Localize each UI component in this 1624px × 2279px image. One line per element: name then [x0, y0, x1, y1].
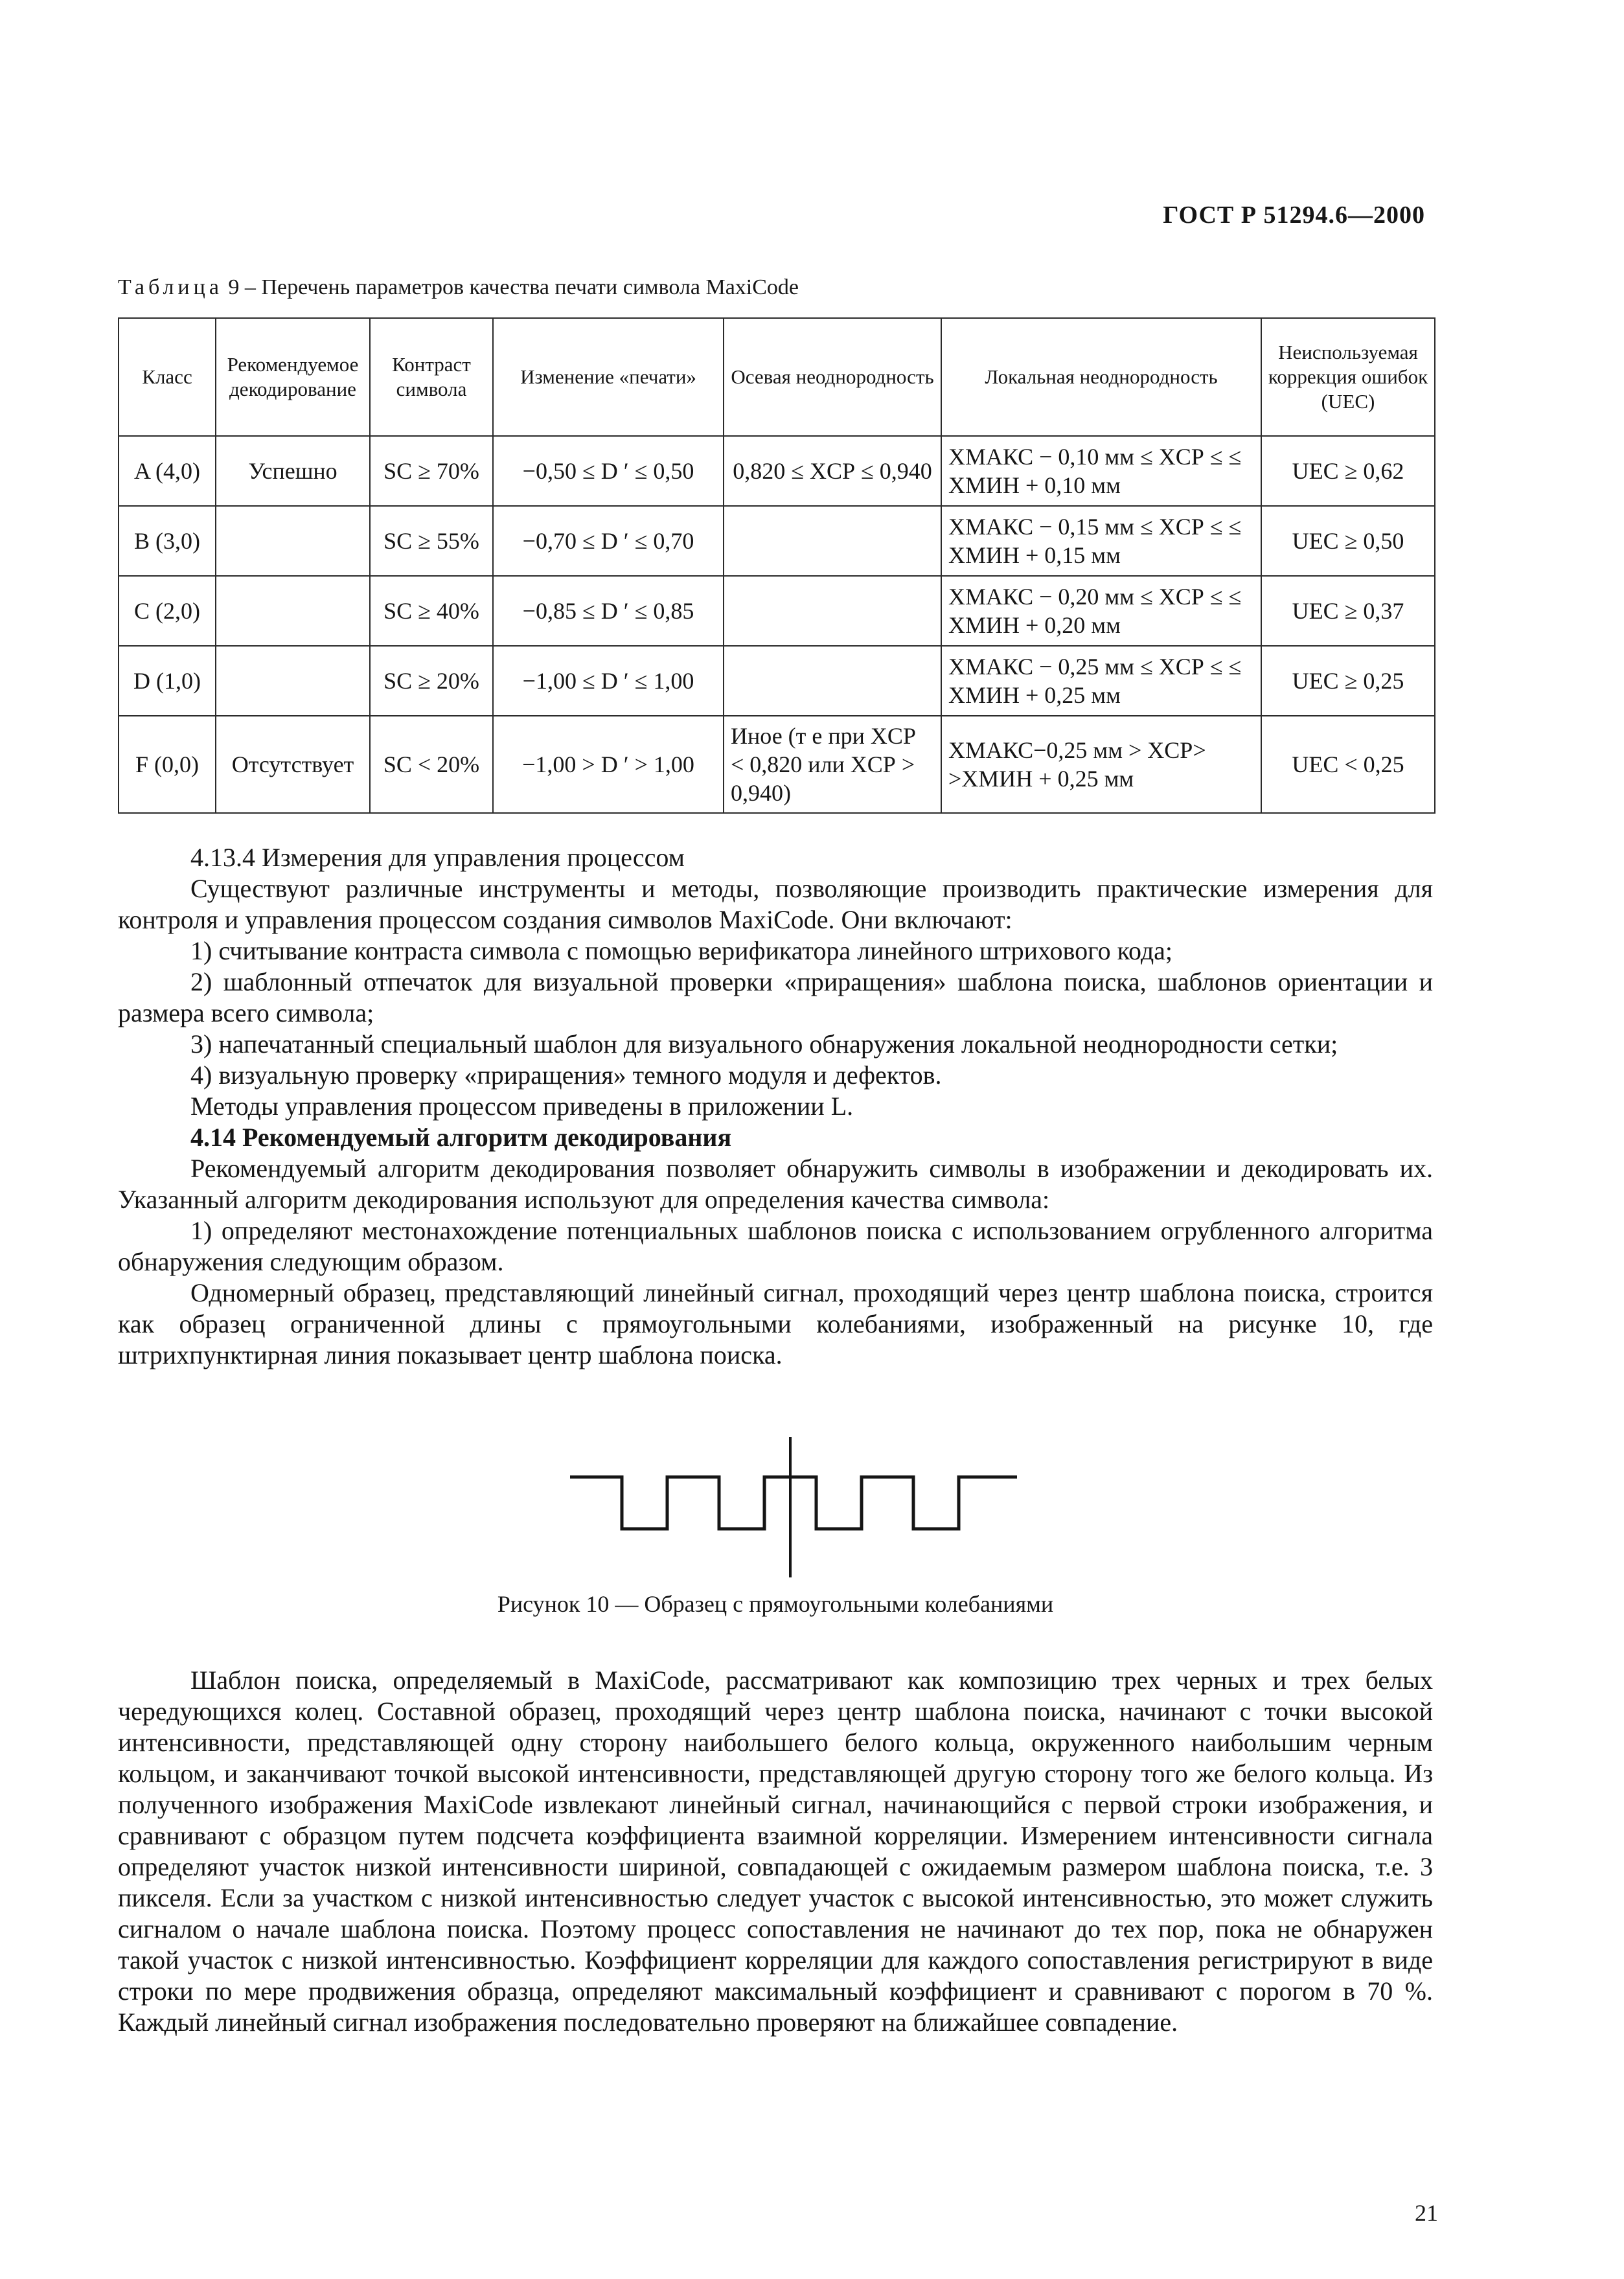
cell-print-growth: −1,00 ≤ D ′ ≤ 1,00: [493, 646, 724, 716]
cell-print-growth: −1,00 > D ′ > 1,00: [493, 716, 724, 813]
table-caption: [118, 275, 1413, 300]
cell-contrast: SC ≥ 40%: [370, 576, 493, 646]
square-wave-line: [570, 1477, 1017, 1529]
cell-uec: UEC ≥ 0,25: [1261, 646, 1435, 716]
cell-print-growth: −0,50 ≤ D ′ ≤ 0,50: [493, 436, 724, 506]
cell-contrast: SC ≥ 70%: [370, 436, 493, 506]
list-item: 1) считывание контраста символа с помощью верификатора линейного штрихового кода;: [190, 936, 1173, 965]
figure-caption: Рисунок 10 — Образец с прямоугольными колебаниями: [497, 1591, 1054, 1617]
square-wave-diagram: [564, 1432, 1024, 1581]
paragraph: Методы управления процессом приведены в приложении L.: [190, 1092, 854, 1121]
section-finder-pattern: [118, 1665, 1433, 2038]
table-row: [119, 646, 1435, 716]
paragraph: Существуют различные инструменты и методы, позволяющие производить практические измерения для контроля и управления процессом создания символов MaxiCode. Они включают:: [118, 874, 1433, 934]
cell-contrast: SC ≥ 20%: [370, 646, 493, 716]
table-row: [119, 716, 1435, 813]
header-decode: Рекомендуемое декодирование: [216, 318, 370, 436]
cell-uec: UEC ≥ 0,37: [1261, 576, 1435, 646]
paragraph: 4.13.4 Измерения для управления процессом: [190, 843, 685, 872]
cell-local: XМАКС − 0,20 мм ≤ XСР ≤ ≤ XМИН + 0,20 мм: [941, 576, 1261, 646]
header-print-growth: Изменение «печати»: [493, 318, 724, 436]
header-grade: Класс: [119, 318, 216, 436]
paragraph: Одномерный образец, представляющий линейный сигнал, проходящий через центр шаблона поиска, строится как образец ограниченной длины с прямоугольными колебаниями, изображенный на рисунке 10, где штрихпунктирная линия показывает центр шаблона поиска.: [118, 1278, 1433, 1369]
cell-grade: B (3,0): [119, 506, 216, 576]
paragraph: Шаблон поиска, определяемый в MaxiCode, рассматривают как композицию трех черных и трех белых чередующихся колец. Составной образец, проходящий через центр шаблона поиска, начинают с точки высокой интенсивности, представляющей одну сторону наибольшего белого кольца, окруженного наибольшим черным кольцом, и заканчивают точкой высокой интенсивности, представляющей другую сторону того же белого кольца. Из полученного изображения MaxiCode извлекают линейный сигнал, начинающийся с первой строки изображения, и сравнивают с образцом путем подсчета коэффициента взаимной корреляции. Измерением интенсивности сигнала определяют участок низкой интенсивности шириной, совпадающей с ожидаемым размером шаблона поиска, т.е. 3 пикселя. Если за участком с низкой интенсивностью следует участок с высокой интенсивностью, это может служить сигналом о начале шаблона поиска. Поэтому процесс сопоставления не начинают до тех пор, пока не обнаружен такой участок с низкой интенсивностью. Коэффициент корреляции для каждого сопоставления регистрируют в виде строки по мере продвижения образца, определяют максимальный коэффициент и сравнивают с порогом в 70 %. Каждый линейный сигнал изображения последовательно проверяют на ближайшее совпадение.: [118, 1666, 1433, 2037]
cell-axial: [724, 506, 941, 576]
cell-grade: F (0,0): [119, 716, 216, 813]
list-item: 3) напечатанный специальный шаблон для визуального обнаружения локальной неоднородности сетки;: [190, 1029, 1338, 1059]
cell-local: XМАКС−0,25 мм > XСР> >XМИН + 0,25 мм: [941, 716, 1261, 813]
cell-axial: 0,820 ≤ XСР ≤ 0,940: [724, 436, 941, 506]
section-heading: 4.14 Рекомендуемый алгоритм декодирования: [190, 1123, 732, 1152]
cell-local: XМАКС − 0,10 мм ≤ XСР ≤ ≤ XМИН + 0,10 мм: [941, 436, 1261, 506]
table-row: [119, 576, 1435, 646]
cell-contrast: SC < 20%: [370, 716, 493, 813]
cell-axial: Иное (т е при XСР < 0,820 или XСР > 0,940): [724, 716, 941, 813]
table-caption-label: Таблица: [118, 275, 223, 299]
cell-decode: [216, 576, 370, 646]
cell-local: XМАКС − 0,15 мм ≤ XСР ≤ ≤ XМИН + 0,15 мм: [941, 506, 1261, 576]
table-header-row: [119, 318, 1435, 436]
print-quality-table: [118, 317, 1435, 814]
cell-axial: [724, 576, 941, 646]
header-axial-nonuniformity: Осевая неоднородность: [724, 318, 941, 436]
list-item: 2) шаблонный отпечаток для визуальной проверки «приращения» шаблона поиска, шаблонов ориентации и размера всего символа;: [118, 967, 1433, 1027]
cell-uec: UEC ≥ 0,50: [1261, 506, 1435, 576]
header-uec: Неиспользуемая коррекция ошибок (UEC): [1261, 318, 1435, 436]
list-item: 4) визуальную проверку «приращения» темного модуля и дефектов.: [190, 1060, 942, 1090]
table-row: [119, 506, 1435, 576]
cell-decode: [216, 506, 370, 576]
cell-axial: [724, 646, 941, 716]
header-local-nonuniformity: Локальная неоднородность: [941, 318, 1261, 436]
paragraph: Рекомендуемый алгоритм декодирования позволяет обнаружить символы в изображении и декодировать их. Указанный алгоритм декодирования используют для определения качества символа:: [118, 1154, 1433, 1214]
list-item: 1) определяют местонахождение потенциальных шаблонов поиска с использованием огрубленного алгоритма обнаружения следующим образом.: [118, 1216, 1433, 1276]
cell-decode: [216, 646, 370, 716]
header-contrast: Контраст символа: [370, 318, 493, 436]
section-process-control: [118, 842, 1433, 1371]
table-caption-text: 9 – Перечень параметров качества печати символа MaxiCode: [228, 275, 799, 299]
cell-decode: Успешно: [216, 436, 370, 506]
table-row: [119, 436, 1435, 506]
cell-grade: D (1,0): [119, 646, 216, 716]
cell-grade: A (4,0): [119, 436, 216, 506]
cell-local: XМАКС − 0,25 мм ≤ XСР ≤ ≤ XМИН + 0,25 мм: [941, 646, 1261, 716]
cell-uec: UEC ≥ 0,62: [1261, 436, 1435, 506]
cell-uec: UEC < 0,25: [1261, 716, 1435, 813]
standard-code: ГОСТ Р 51294.6—2000: [1163, 201, 1425, 229]
cell-decode: Отсутствует: [216, 716, 370, 813]
cell-grade: C (2,0): [119, 576, 216, 646]
page-number: 21: [1415, 2200, 1438, 2226]
cell-print-growth: −0,70 ≤ D ′ ≤ 0,70: [493, 506, 724, 576]
square-wave-figure: [564, 1432, 1024, 1581]
cell-print-growth: −0,85 ≤ D ′ ≤ 0,85: [493, 576, 724, 646]
cell-contrast: SC ≥ 55%: [370, 506, 493, 576]
